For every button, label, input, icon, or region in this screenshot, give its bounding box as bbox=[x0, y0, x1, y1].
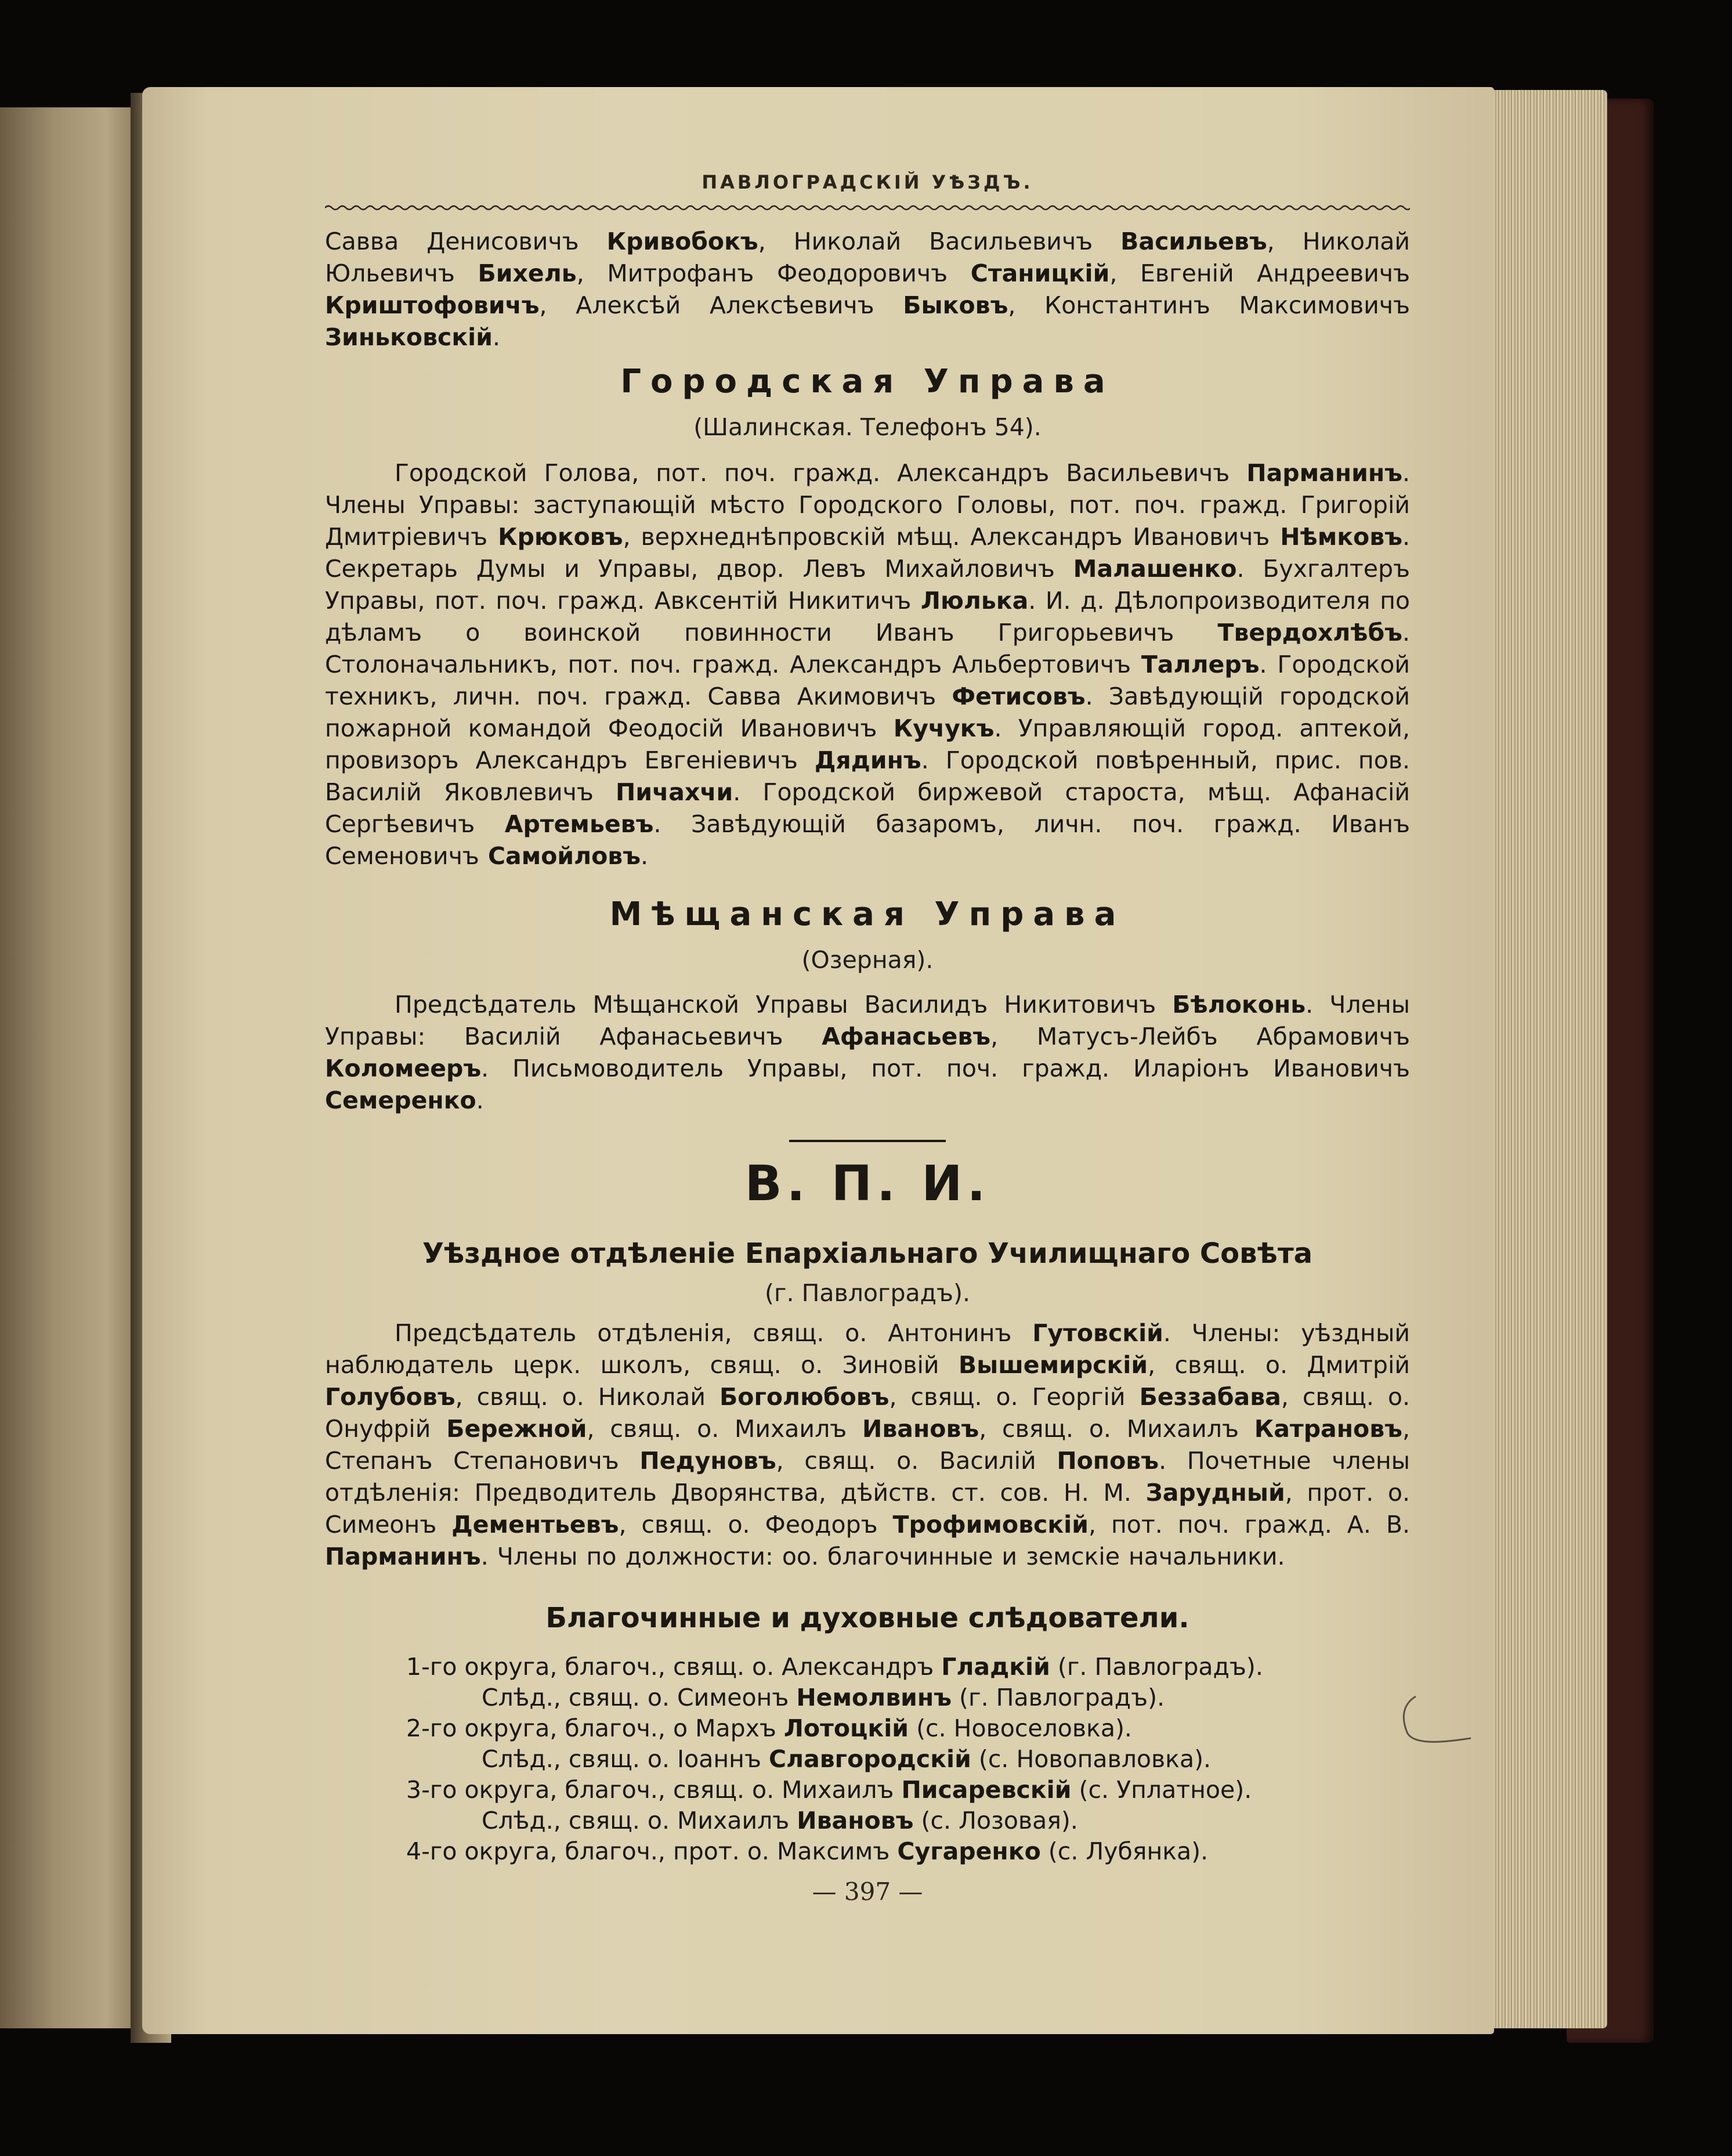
text-run: (с. Лубянка). bbox=[1040, 1837, 1209, 1865]
section-title-gorodskaya: Городская Управа bbox=[620, 363, 1115, 400]
text-run: Слѣд., свящ. о. Михаилъ bbox=[482, 1807, 797, 1834]
surname: Бережной bbox=[446, 1415, 587, 1443]
surname: Пичахчи bbox=[616, 778, 733, 806]
section-subtitle-uezdnoe: (г. Павлоградъ). bbox=[764, 1279, 971, 1307]
text-run: . Члены: уѣздный наблюдатель церк. школъ, свящ. о. Зиновій bbox=[325, 1319, 1410, 1379]
surname: Ивановъ bbox=[862, 1415, 979, 1443]
text-run: (с. Новопавловка). bbox=[971, 1745, 1212, 1773]
page-number: — 397 — bbox=[812, 1877, 923, 1906]
surname: Дядинъ bbox=[814, 746, 921, 774]
surname: Быковъ bbox=[903, 291, 1008, 319]
text-run: . Бухгалтеръ Управы, пот. поч. гражд. Авксентій Никитичъ bbox=[325, 555, 1410, 615]
section-divider bbox=[789, 1140, 946, 1142]
text-run: Слѣд., свящ. о. Іоаннъ bbox=[482, 1745, 769, 1773]
surname: Немолвинъ bbox=[796, 1684, 952, 1711]
list-item bbox=[325, 1682, 1410, 1713]
surname: Парманинъ bbox=[325, 1543, 481, 1570]
surname: Крюковъ bbox=[498, 523, 623, 551]
page-content bbox=[325, 171, 1410, 1906]
text-run: . Почетные члены отдѣленія: Предводитель Дворянства, дѣйств. ст. сов. Н. М. bbox=[325, 1447, 1410, 1507]
text-run: , Матусъ-Лейбъ Абрамовичъ bbox=[990, 1023, 1410, 1050]
text-run: . Письмоводитель Управы, пот. поч. гражд. Иларіонъ Ивановичъ bbox=[481, 1054, 1410, 1082]
text-run: . bbox=[641, 842, 649, 870]
text-run: (с. Новоселовка). bbox=[909, 1714, 1132, 1742]
text-run: (г. Павлоградъ). bbox=[952, 1684, 1165, 1711]
surname: Самойловъ bbox=[487, 842, 641, 870]
text-run: (г. Павлоградъ). bbox=[1050, 1653, 1263, 1681]
text-run: , свящ. о. Георгій bbox=[889, 1383, 1140, 1411]
surname: Васильевъ bbox=[1120, 227, 1267, 255]
text-run: , свящ. о. Николай bbox=[455, 1383, 720, 1411]
meshchanskaya-paragraph bbox=[325, 989, 1410, 1117]
surname: Педуновъ bbox=[639, 1447, 776, 1475]
text-run: , свящ. о. Михаилъ bbox=[587, 1415, 863, 1443]
section-subtitle-meshchanskaya: (Озерная). bbox=[801, 946, 934, 974]
surname: Кривобокъ bbox=[606, 227, 758, 255]
text-run: 3-го округа, благоч., свящ. о. Михаилъ bbox=[406, 1776, 902, 1804]
text-run: , Степанъ Степановичъ bbox=[325, 1415, 1411, 1475]
surname: Катрановъ bbox=[1254, 1415, 1402, 1443]
surname: Сугаренко bbox=[897, 1837, 1041, 1865]
text-run: 4-го округа, благоч., прот. о. Максимъ bbox=[406, 1837, 898, 1865]
surname: Люлька bbox=[920, 587, 1029, 615]
text-run: 2-го округа, благоч., о Мархъ bbox=[406, 1714, 784, 1742]
text-run: , Николай Юльевичъ bbox=[325, 227, 1410, 287]
surname: Твердохлѣбъ bbox=[1217, 619, 1402, 647]
surname: Вышемирскій bbox=[958, 1351, 1148, 1379]
surname: Зиньковскій bbox=[325, 323, 493, 351]
text-run: , Константинъ Максимовичъ bbox=[1008, 291, 1410, 319]
previous-page bbox=[0, 107, 136, 2028]
surname: Бихель bbox=[478, 259, 577, 287]
text-run: (с. Лозовая). bbox=[913, 1807, 1078, 1834]
text-run: , Митрофанъ Феодоровичъ bbox=[576, 259, 971, 287]
section-subtitle-gorodskaya: (Шалинская. Телефонъ 54). bbox=[693, 413, 1042, 441]
header-wavy-rule bbox=[325, 203, 1410, 213]
list-item bbox=[325, 1713, 1410, 1744]
surname: Кучукъ bbox=[893, 714, 995, 742]
list-item bbox=[325, 1652, 1410, 1682]
surname: Трофимовскій bbox=[892, 1511, 1089, 1539]
text-run: . bbox=[492, 323, 501, 351]
surname: Артемьевъ bbox=[504, 810, 654, 838]
text-run: . Управляющій город. аптекой, провизоръ Александръ Евгеніевичъ bbox=[325, 714, 1410, 774]
text-run: , Евгеній Андреевичъ bbox=[1109, 259, 1410, 287]
text-run: , свящ. о. Феодоръ bbox=[619, 1511, 893, 1539]
text-run: , свящ. о. Дмитрій bbox=[1148, 1351, 1410, 1379]
text-run: , свящ. о. Василій bbox=[776, 1447, 1057, 1475]
surname: Лотоцкій bbox=[783, 1714, 909, 1742]
surname: Таллеръ bbox=[1141, 651, 1260, 678]
surname: Криштофовичъ bbox=[325, 291, 540, 319]
surname: Голубовъ bbox=[325, 1383, 455, 1411]
surname: Дементьевъ bbox=[451, 1511, 619, 1539]
text-run: (с. Уплатное). bbox=[1071, 1776, 1252, 1804]
text-run: , свящ. о. Михаилъ bbox=[979, 1415, 1254, 1443]
text-run: 1-го округа, благоч., свящ. о. Александръ bbox=[406, 1653, 942, 1681]
surname: Семеренко bbox=[325, 1086, 476, 1114]
text-run: . И. д. Дѣлопроизводителя по дѣламъ о воинской повинности Иванъ Григорьевичъ bbox=[325, 587, 1410, 647]
surname: Коломееръ bbox=[325, 1054, 482, 1082]
blagochinnye-list bbox=[325, 1652, 1410, 1867]
surname: Гутовскій bbox=[1032, 1319, 1163, 1347]
text-run: , Николай Васильевичъ bbox=[758, 227, 1121, 255]
surname: Гладкій bbox=[941, 1653, 1050, 1681]
surname: Ивановъ bbox=[797, 1807, 914, 1834]
surname: Беззабава bbox=[1139, 1383, 1281, 1411]
text-run: , свящ. о. Онуфрій bbox=[325, 1383, 1410, 1443]
uezdnoe-paragraph bbox=[325, 1317, 1410, 1573]
surname: Парманинъ bbox=[1246, 459, 1402, 487]
list-item bbox=[325, 1775, 1410, 1805]
list-item bbox=[325, 1744, 1410, 1775]
list-item bbox=[325, 1805, 1410, 1836]
surname: Поповъ bbox=[1057, 1447, 1159, 1475]
surname: Малашенко bbox=[1073, 555, 1237, 583]
text-run: Савва Денисовичъ bbox=[325, 227, 607, 255]
section-title-blagochinnye: Благочинные и духовные слѣдователи. bbox=[545, 1602, 1189, 1634]
surname: Фетисовъ bbox=[952, 682, 1086, 710]
surname: Зарудный bbox=[1145, 1479, 1285, 1507]
surname: Нѣмковъ bbox=[1280, 523, 1402, 551]
text-run: . Городской техникъ, личн. поч. гражд. Савва Акимовичъ bbox=[325, 651, 1410, 710]
section-title-meshchanskaya: Мѣщанская Управа bbox=[609, 895, 1126, 933]
text-run: . Завѣдующій базаромъ, личн. поч. гражд. Иванъ Семеновичъ bbox=[325, 810, 1410, 870]
section-title-uezdnoe: Уѣздное отдѣленіе Епархіальнаго Училищнаго Совѣта bbox=[422, 1237, 1313, 1270]
gorodskaya-paragraph bbox=[325, 457, 1410, 872]
text-run: Предсѣдатель Мѣщанской Управы Василидъ Никитовичъ bbox=[395, 991, 1173, 1019]
members-paragraph bbox=[325, 226, 1410, 353]
text-run: . Члены Управы: заступающій мѣсто Городского Головы, пот. поч. гражд. Григорій Дмитріевичъ bbox=[325, 459, 1410, 551]
text-run: , прот. о. Симеонъ bbox=[325, 1479, 1410, 1539]
surname: Писаревскій bbox=[901, 1776, 1072, 1804]
surname: Станицкій bbox=[970, 259, 1110, 287]
text-run: . Завѣдующій городской пожарной командой Феодосій Ивановичъ bbox=[325, 682, 1411, 742]
running-head: ПАВЛОГРАДСКІЙ УѢЗДЪ. bbox=[702, 171, 1033, 193]
text-run: . bbox=[476, 1086, 484, 1114]
text-run: , верхнеднѣпровскій мѣщ. Александръ Ивановичъ bbox=[623, 523, 1281, 551]
text-run: , пот. поч. гражд. А. В. bbox=[1088, 1511, 1410, 1539]
text-run: Предсѣдатель отдѣленія, свящ. о. Антонинъ bbox=[395, 1319, 1033, 1347]
surname: Афанасьевъ bbox=[822, 1023, 991, 1050]
vpi-heading: В. П. И. bbox=[744, 1155, 990, 1212]
surname: Славгородскій bbox=[768, 1745, 971, 1773]
text-run: . Члены по должности: оо. благочинные и земскіе начальники. bbox=[480, 1543, 1285, 1570]
text-run: . Столоначальникъ, пот. поч. гражд. Александръ Альбертовичъ bbox=[325, 619, 1410, 678]
text-run: . Городской биржевой староста, мѣщ. Афанасій Сергѣевичъ bbox=[325, 778, 1410, 838]
text-run: . Городской повѣренный, прис. пов. Василій Яковлевичъ bbox=[325, 746, 1410, 806]
list-item bbox=[325, 1836, 1410, 1867]
text-run: Городской Голова, пот. поч. гражд. Александръ Васильевичъ bbox=[395, 459, 1247, 487]
text-run: Слѣд., свящ. о. Симеонъ bbox=[482, 1684, 797, 1711]
text-run: . Члены Управы: Василій Афанасьевичъ bbox=[325, 991, 1410, 1050]
text-run: , Алексѣй Алексѣевичъ bbox=[539, 291, 903, 319]
surname: Боголюбовъ bbox=[719, 1383, 889, 1411]
surname: Бѣлоконь bbox=[1172, 991, 1306, 1019]
text-run: . Секретарь Думы и Управы, двор. Левъ Михайловичъ bbox=[325, 523, 1411, 583]
